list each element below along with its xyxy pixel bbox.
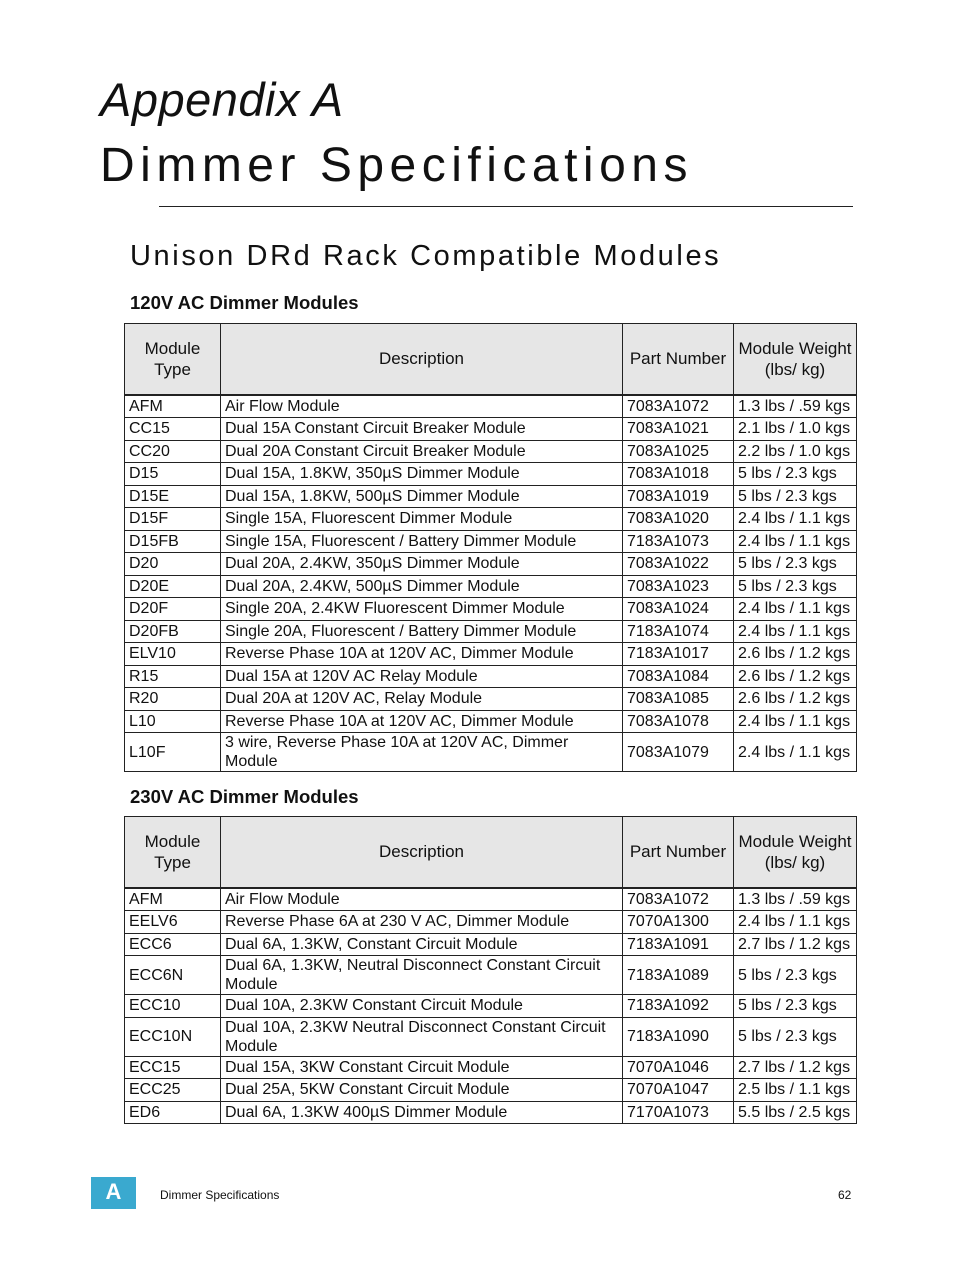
title-divider bbox=[159, 206, 853, 207]
section-title: Unison DRd Rack Compatible Modules bbox=[130, 240, 722, 272]
cell-weight: 5.5 lbs / 2.5 kgs bbox=[734, 1101, 857, 1124]
cell-description: Dual 20A, 2.4KW, 350µS Dimmer Module bbox=[221, 553, 623, 576]
cell-description: Dual 15A, 1.8KW, 500µS Dimmer Module bbox=[221, 485, 623, 508]
cell-module-type: CC15 bbox=[125, 418, 221, 441]
table-row bbox=[125, 620, 857, 643]
cell-weight: 2.4 lbs / 1.1 kgs bbox=[734, 911, 857, 934]
cell-module-type: D15E bbox=[125, 485, 221, 508]
cell-weight: 5 lbs / 2.3 kgs bbox=[734, 956, 857, 995]
cell-part-number: 7083A1022 bbox=[623, 553, 734, 576]
cell-module-type: ECC15 bbox=[125, 1056, 221, 1079]
table-row bbox=[125, 1101, 857, 1124]
cell-description: Dual 6A, 1.3KW, Constant Circuit Module bbox=[221, 933, 623, 956]
header-description: Description bbox=[221, 324, 623, 395]
cell-description: Dual 25A, 5KW Constant Circuit Module bbox=[221, 1079, 623, 1102]
cell-weight: 5 lbs / 2.3 kgs bbox=[734, 463, 857, 486]
table-row bbox=[125, 643, 857, 666]
header-part-number: Part Number bbox=[623, 817, 734, 888]
cell-module-type: AFM bbox=[125, 888, 221, 911]
cell-weight: 5 lbs / 2.3 kgs bbox=[734, 1017, 857, 1056]
table-row bbox=[125, 598, 857, 621]
table-row bbox=[125, 575, 857, 598]
table-row bbox=[125, 888, 857, 911]
cell-description: Dual 15A, 1.8KW, 350µS Dimmer Module bbox=[221, 463, 623, 486]
cell-description: Air Flow Module bbox=[221, 395, 623, 418]
cell-description: Single 20A, 2.4KW Fluorescent Dimmer Module bbox=[221, 598, 623, 621]
cell-part-number: 7183A1090 bbox=[623, 1017, 734, 1056]
table-row bbox=[125, 933, 857, 956]
table-230-body bbox=[125, 888, 857, 1124]
table-row bbox=[125, 418, 857, 441]
cell-weight: 2.4 lbs / 1.1 kgs bbox=[734, 620, 857, 643]
appendix-tab-badge: A bbox=[91, 1177, 136, 1209]
footer-title: Dimmer Specifications bbox=[160, 1188, 280, 1202]
cell-module-type: D15 bbox=[125, 463, 221, 486]
cell-part-number: 7183A1074 bbox=[623, 620, 734, 643]
table-row bbox=[125, 553, 857, 576]
cell-weight: 2.5 lbs / 1.1 kgs bbox=[734, 1079, 857, 1102]
header-description: Description bbox=[221, 817, 623, 888]
table-row bbox=[125, 956, 857, 995]
cell-description: Dual 6A, 1.3KW, Neutral Disconnect Constant Circuit Module bbox=[221, 956, 623, 995]
cell-module-type: R15 bbox=[125, 665, 221, 688]
cell-description: 3 wire, Reverse Phase 10A at 120V AC, Dimmer Module bbox=[221, 733, 623, 772]
cell-module-type: L10 bbox=[125, 710, 221, 733]
cell-module-type: D15F bbox=[125, 508, 221, 531]
cell-weight: 2.7 lbs / 1.2 kgs bbox=[734, 1056, 857, 1079]
cell-module-type: ED6 bbox=[125, 1101, 221, 1124]
cell-part-number: 7083A1078 bbox=[623, 710, 734, 733]
cell-module-type: ECC10 bbox=[125, 995, 221, 1018]
cell-module-type: D20E bbox=[125, 575, 221, 598]
cell-module-type: ECC10N bbox=[125, 1017, 221, 1056]
cell-module-type: D20F bbox=[125, 598, 221, 621]
cell-part-number: 7083A1024 bbox=[623, 598, 734, 621]
table-row bbox=[125, 911, 857, 934]
cell-description: Dual 15A, 3KW Constant Circuit Module bbox=[221, 1056, 623, 1079]
cell-part-number: 7083A1023 bbox=[623, 575, 734, 598]
cell-module-type: EELV6 bbox=[125, 911, 221, 934]
cell-module-type: L10F bbox=[125, 733, 221, 772]
table-row bbox=[125, 530, 857, 553]
table-230v-modules bbox=[124, 816, 857, 1124]
table-row bbox=[125, 508, 857, 531]
cell-part-number: 7183A1091 bbox=[623, 933, 734, 956]
cell-weight: 2.4 lbs / 1.1 kgs bbox=[734, 733, 857, 772]
header-module-type: Module Type bbox=[125, 324, 221, 395]
cell-description: Single 15A, Fluorescent Dimmer Module bbox=[221, 508, 623, 531]
table-row bbox=[125, 733, 857, 772]
cell-part-number: 7170A1073 bbox=[623, 1101, 734, 1124]
cell-part-number: 7070A1047 bbox=[623, 1079, 734, 1102]
cell-part-number: 7083A1084 bbox=[623, 665, 734, 688]
table-row bbox=[125, 1017, 857, 1056]
cell-description: Dual 10A, 2.3KW Neutral Disconnect Constant Circuit Module bbox=[221, 1017, 623, 1056]
cell-module-type: D15FB bbox=[125, 530, 221, 553]
cell-module-type: D20 bbox=[125, 553, 221, 576]
table-230-title: 230V AC Dimmer Modules bbox=[130, 786, 359, 807]
cell-weight: 5 lbs / 2.3 kgs bbox=[734, 575, 857, 598]
table-row bbox=[125, 995, 857, 1018]
table-row bbox=[125, 463, 857, 486]
cell-module-type: ELV10 bbox=[125, 643, 221, 666]
cell-part-number: 7083A1025 bbox=[623, 440, 734, 463]
cell-weight: 2.2 lbs / 1.0 kgs bbox=[734, 440, 857, 463]
table-row bbox=[125, 1056, 857, 1079]
cell-module-type: CC20 bbox=[125, 440, 221, 463]
header-weight: Module Weight (lbs/ kg) bbox=[734, 324, 857, 395]
cell-part-number: 7083A1072 bbox=[623, 395, 734, 418]
cell-description: Dual 15A at 120V AC Relay Module bbox=[221, 665, 623, 688]
header-module-type: Module Type bbox=[125, 817, 221, 888]
header-weight: Module Weight (lbs/ kg) bbox=[734, 817, 857, 888]
table-row bbox=[125, 665, 857, 688]
cell-weight: 1.3 lbs / .59 kgs bbox=[734, 395, 857, 418]
cell-weight: 1.3 lbs / .59 kgs bbox=[734, 888, 857, 911]
cell-module-type: R20 bbox=[125, 688, 221, 711]
cell-part-number: 7083A1020 bbox=[623, 508, 734, 531]
cell-weight: 2.4 lbs / 1.1 kgs bbox=[734, 530, 857, 553]
cell-description: Air Flow Module bbox=[221, 888, 623, 911]
cell-description: Reverse Phase 10A at 120V AC, Dimmer Module bbox=[221, 643, 623, 666]
table-row bbox=[125, 688, 857, 711]
cell-description: Dual 10A, 2.3KW Constant Circuit Module bbox=[221, 995, 623, 1018]
cell-part-number: 7183A1092 bbox=[623, 995, 734, 1018]
appendix-title: Appendix A bbox=[100, 73, 344, 126]
cell-description: Dual 20A Constant Circuit Breaker Module bbox=[221, 440, 623, 463]
table-120-body bbox=[125, 395, 857, 772]
cell-weight: 2.4 lbs / 1.1 kgs bbox=[734, 508, 857, 531]
cell-weight: 5 lbs / 2.3 kgs bbox=[734, 485, 857, 508]
cell-part-number: 7070A1300 bbox=[623, 911, 734, 934]
table-row bbox=[125, 1079, 857, 1102]
cell-module-type: AFM bbox=[125, 395, 221, 418]
cell-weight: 5 lbs / 2.3 kgs bbox=[734, 995, 857, 1018]
cell-module-type: ECC25 bbox=[125, 1079, 221, 1102]
cell-part-number: 7083A1079 bbox=[623, 733, 734, 772]
cell-description: Dual 20A, 2.4KW, 500µS Dimmer Module bbox=[221, 575, 623, 598]
cell-description: Single 20A, Fluorescent / Battery Dimmer Module bbox=[221, 620, 623, 643]
cell-description: Dual 15A Constant Circuit Breaker Module bbox=[221, 418, 623, 441]
cell-description: Single 15A, Fluorescent / Battery Dimmer Module bbox=[221, 530, 623, 553]
cell-description: Reverse Phase 6A at 230 V AC, Dimmer Module bbox=[221, 911, 623, 934]
cell-weight: 2.4 lbs / 1.1 kgs bbox=[734, 598, 857, 621]
page-title: Dimmer Specifications bbox=[100, 139, 693, 192]
cell-description: Reverse Phase 10A at 120V AC, Dimmer Module bbox=[221, 710, 623, 733]
cell-weight: 2.4 lbs / 1.1 kgs bbox=[734, 710, 857, 733]
cell-part-number: 7183A1017 bbox=[623, 643, 734, 666]
cell-description: Dual 20A at 120V AC, Relay Module bbox=[221, 688, 623, 711]
cell-module-type: D20FB bbox=[125, 620, 221, 643]
cell-part-number: 7083A1018 bbox=[623, 463, 734, 486]
cell-description: Dual 6A, 1.3KW 400µS Dimmer Module bbox=[221, 1101, 623, 1124]
cell-part-number: 7183A1073 bbox=[623, 530, 734, 553]
cell-part-number: 7083A1019 bbox=[623, 485, 734, 508]
table-row bbox=[125, 710, 857, 733]
table-row bbox=[125, 395, 857, 418]
cell-weight: 2.6 lbs / 1.2 kgs bbox=[734, 643, 857, 666]
cell-part-number: 7083A1072 bbox=[623, 888, 734, 911]
cell-part-number: 7183A1089 bbox=[623, 956, 734, 995]
cell-weight: 2.7 lbs / 1.2 kgs bbox=[734, 933, 857, 956]
cell-part-number: 7083A1085 bbox=[623, 688, 734, 711]
cell-part-number: 7070A1046 bbox=[623, 1056, 734, 1079]
cell-weight: 2.1 lbs / 1.0 kgs bbox=[734, 418, 857, 441]
table-120-title: 120V AC Dimmer Modules bbox=[130, 292, 359, 313]
header-part-number: Part Number bbox=[623, 324, 734, 395]
cell-weight: 2.6 lbs / 1.2 kgs bbox=[734, 665, 857, 688]
table-row bbox=[125, 440, 857, 463]
table-120v-modules bbox=[124, 323, 857, 772]
page-number: 62 bbox=[838, 1188, 852, 1202]
cell-module-type: ECC6 bbox=[125, 933, 221, 956]
cell-module-type: ECC6N bbox=[125, 956, 221, 995]
cell-weight: 5 lbs / 2.3 kgs bbox=[734, 553, 857, 576]
table-row bbox=[125, 485, 857, 508]
cell-part-number: 7083A1021 bbox=[623, 418, 734, 441]
cell-weight: 2.6 lbs / 1.2 kgs bbox=[734, 688, 857, 711]
